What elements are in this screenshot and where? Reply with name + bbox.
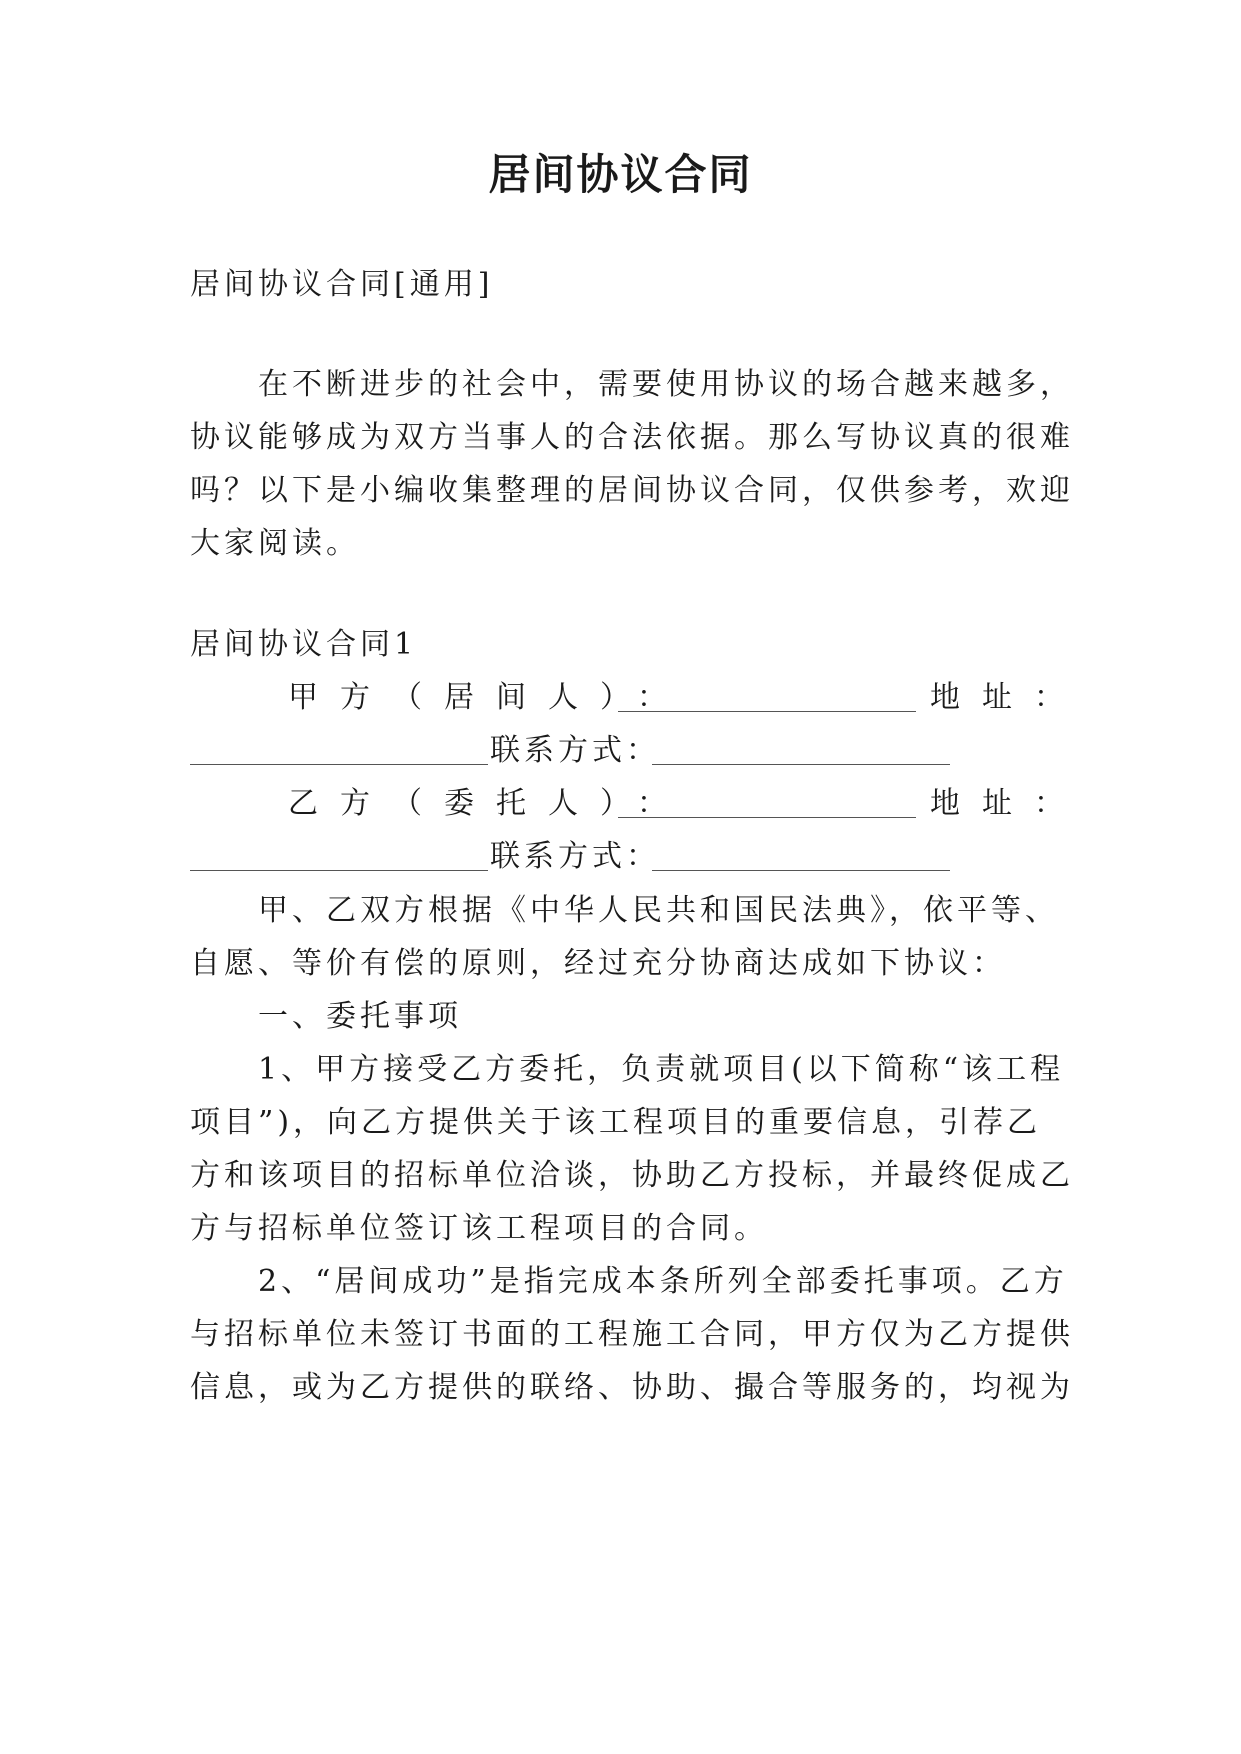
document-title: 居间协议合同: [488, 150, 753, 199]
party-b-address-label: 地址：: [930, 786, 1086, 821]
document-subtitle: 居间协议合同[通用]: [190, 267, 494, 302]
clause1-line-4: 方与招标单位签订该工程项目的合同。: [190, 1211, 768, 1246]
intro-line-1: 在不断进步的社会中，需要使用协议的场合越来越多，: [258, 367, 1074, 402]
party-a-label: 甲方（居间人）：: [288, 680, 689, 715]
clause2-line-3: 信息，或为乙方提供的联络、协助、撮合等服务的，均视为: [190, 1370, 1074, 1405]
item-heading: 一、委托事项: [258, 999, 462, 1034]
party-b-label: 乙方（委托人）：: [288, 786, 689, 821]
party-a-contact-label: 联系方式：: [490, 733, 660, 768]
party-a-address-label: 地址：: [930, 680, 1086, 715]
party-a-name-blank: [618, 681, 916, 712]
party-b-name-blank: [618, 787, 916, 818]
party-a-address-blank: [190, 734, 488, 765]
clause1-line-1: 1、甲方接受乙方委托，负责就项目(以下简称“该工程: [258, 1052, 1065, 1087]
intro-line-3: 吗？以下是小编收集整理的居间协议合同，仅供参考，欢迎: [190, 473, 1074, 508]
section-heading: 居间协议合同1: [190, 627, 418, 662]
clause2-line-2: 与招标单位未签订书面的工程施工合同，甲方仅为乙方提供: [190, 1317, 1074, 1352]
party-b-address-blank: [190, 840, 488, 871]
clause1-line-2: 项目”)，向乙方提供关于该工程项目的重要信息，引荐乙: [190, 1105, 1042, 1140]
preamble-line-2: 自愿、等价有偿的原则，经过充分协商达成如下协议：: [190, 946, 1006, 981]
intro-line-4: 大家阅读。: [190, 526, 360, 561]
party-b-contact-label: 联系方式：: [490, 839, 660, 874]
intro-line-2: 协议能够成为双方当事人的合法依据。那么写协议真的很难: [190, 420, 1074, 455]
party-b-contact-blank: [652, 840, 950, 871]
party-a-contact-blank: [652, 734, 950, 765]
clause2-line-1: 2、“居间成功”是指完成本条所列全部委托事项。乙方: [258, 1264, 1068, 1299]
clause1-line-3: 方和该项目的招标单位洽谈，协助乙方投标，并最终促成乙: [190, 1158, 1074, 1193]
preamble-line-1: 甲、乙双方根据《中华人民共和国民法典》，依平等、: [258, 893, 1059, 928]
